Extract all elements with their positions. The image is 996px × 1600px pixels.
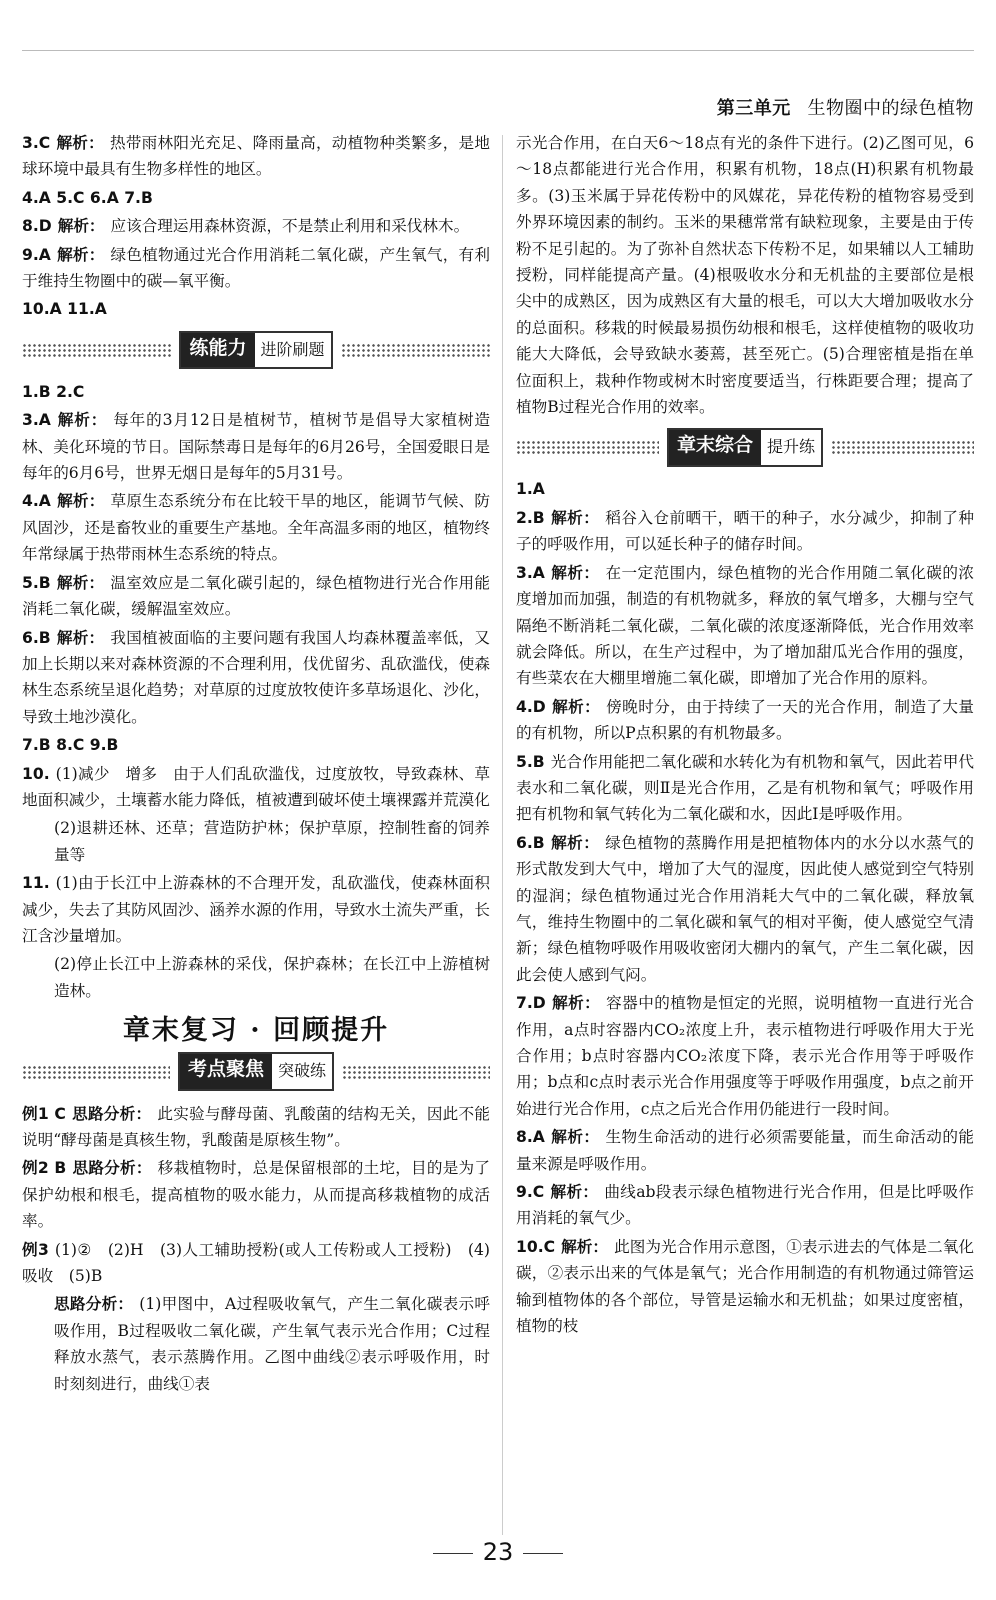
answer-text: 草原生态系统分布在比较干旱的地区，能调节气候、防风固沙，还是畜牧业的重要生产基地。全年高温多雨的地区，植物终年常绿属于热带雨林生态系统的特点。 bbox=[22, 492, 490, 564]
answer-item bbox=[22, 488, 490, 567]
answer-text: 在一定范围内，绿色植物的光合作用随二氧化碳的浓度增加而加强，制造的有机物就多，释放的氧气增多，大棚与空气隔绝不断消耗二氧化碳，二氧化碳的浓度逐渐降低，光合作用效率就会降低。所以，在生产过程中，为了增加甜瓜光合作用的强度，有些菜农在大棚里增施二氧化碳，即增加了光合作用的原料。 bbox=[516, 563, 974, 688]
answer-text: (2)退耕还林、还草；营造防护林；保护草原，控制牲畜的饲养量等 bbox=[54, 819, 490, 864]
answer-item bbox=[22, 1101, 490, 1154]
answer-label: 解析： bbox=[56, 628, 105, 647]
answer-text: 稻谷入仓前晒干，晒干的种子，水分减少，抑制了种子的呼吸作用，可以延长种子的储存时间。 bbox=[516, 508, 974, 554]
answer-item bbox=[22, 1237, 490, 1290]
answer-item bbox=[22, 185, 490, 211]
answer-label: 解析： bbox=[56, 245, 105, 264]
banner-dots bbox=[342, 1065, 490, 1079]
answer-label: 解析： bbox=[56, 134, 104, 152]
answer-num: 6.B bbox=[22, 628, 51, 647]
answer-num: 9.C bbox=[516, 1183, 545, 1202]
answer-item bbox=[516, 694, 974, 747]
answers-block-5 bbox=[516, 476, 974, 1339]
answer-num: 9.A bbox=[22, 245, 51, 264]
right-column bbox=[516, 130, 974, 1341]
answer-num: 例2 B bbox=[22, 1159, 67, 1178]
answers-block-2 bbox=[22, 379, 490, 1004]
answer-num: 7.D bbox=[516, 994, 546, 1013]
answer-num: 例1 C bbox=[22, 1104, 66, 1123]
answer-text: 此图为光合作用示意图，①表示进去的气体是二氧化碳，②表示出来的气体是氧气；光合作用制造的有机物通过筛管运输到植物体的各个部位，导管是运输水和无机盐；如果过度密植，植物的枝 bbox=[516, 1237, 974, 1336]
answer-label: 解析： bbox=[551, 994, 601, 1013]
answer-item bbox=[22, 130, 490, 183]
answer-text: 每年的3月12日是植树节，植树节是倡导大家植树造林、美化环境的节日。国际禁毒日是每年的6月26号，全国爱眼日是每年的6月6号，世界无烟日是每年的5月31号。 bbox=[22, 411, 490, 483]
answer-num: 10. bbox=[22, 764, 50, 783]
answer-num: 6.B bbox=[516, 833, 545, 852]
answer-label: 思路分析： bbox=[71, 1104, 152, 1123]
unit-title: 生物圈中的绿色植物 bbox=[807, 98, 974, 119]
answer-item bbox=[516, 1179, 974, 1232]
answer-label: 解析： bbox=[550, 833, 600, 852]
answer-label: 解析： bbox=[550, 1128, 600, 1147]
section-banner-focus bbox=[22, 1055, 490, 1089]
answer-num: 4.A bbox=[22, 492, 51, 511]
answer-text: 绿色植物的蒸腾作用是把植物体内的水分以水蒸气的形式散发到大气中，增加了大气的湿度，因此使人感觉到空气特别的湿润；绿色植物通过光合作用消耗大气中的二氧化碳，释放氧气，维持生物圈中的二氧化碳和氧气的相对平衡，使人感觉空气清新；绿色植物呼吸作用吸收密闭大棚内的氧气，产生二氧化碳，因此会使人感到气闷。 bbox=[516, 833, 974, 984]
answer-text: 温室效应是二氧化碳引起的，绿色植物进行光合作用能消耗二氧化碳，缓解温室效应。 bbox=[22, 573, 490, 619]
answer-num: 1.A bbox=[516, 480, 545, 499]
answer-text: 光合作用能把二氧化碳和水转化为有机物和氧气，因此若甲代表水和二氧化碳，则Ⅱ是光合作用，乙是有机物和氧气；呼吸作用把有机物和氧气转化为二氧化碳和水，因此Ⅰ是呼吸作用。 bbox=[516, 752, 974, 824]
banner-dots bbox=[22, 343, 171, 357]
answer-text: (1)减少 增多 由于人们乱砍滥伐，过度放牧，导致森林、草地面积减少，土壤蓄水能力降低，植被遭到破坏使土壤裸露并荒漠化 bbox=[22, 764, 490, 809]
answers-block-4 bbox=[516, 130, 974, 420]
answer-item bbox=[22, 870, 490, 949]
section-banner-practice bbox=[22, 333, 490, 367]
answer-text: 示光合作用，在白天6～18点有光的条件下进行。(2)乙图可见，6～18点都能进行光合作用，积累有机物，18点(H)积累有机物最多。(3)玉米属于异花传粉中的风媒花，异花传粉的植物容易受到外界环境因素的制约。玉米的果穗常常有缺粒现象，主要是由于传粉不足引起的。为了弥补自然状态下传粉不足，如果辅以人工辅助授粉，同样能提高产量。(4)根吸收水分和无机盐的主要部位是根尖中的成熟区，因为成熟区有大量的根毛，可以大大增加吸收水分的总面积。移栽的时候最易损伤幼根和根毛，这样使植物的吸收功能大大降低，会导致缺水萎蔫，甚至死亡。(5)合理密植是指在单位面积上，栽种作物或树木时密度要适当，行株距要合理；提高了植物B过程光合作用的效率。 bbox=[516, 134, 974, 417]
answer-label: 解析： bbox=[550, 1183, 599, 1202]
answer-text: 生物生命活动的进行必须需要能量，而生命活动的能量来源是呼吸作用。 bbox=[516, 1128, 974, 1173]
answer-text: 我国植被面临的主要问题有我国人均森林覆盖率低，又加上长期以来对森林资源的不合理利用，伐优留劣、乱砍滥伐，使森林生态系统呈退化趋势；对草原的过度放牧使许多草场退化、沙化，导致土地沙漠化。 bbox=[22, 628, 490, 726]
answer-text: (1)② (2)H (3)人工辅助授粉(或人工传粉或人工授粉) (4)吸收 (5)B bbox=[22, 1240, 490, 1286]
answer-label: 解析： bbox=[56, 492, 105, 511]
answer-text: 移栽植物时，总是保留根部的土坨，目的是为了保护幼根和根毛，提高植物的吸水能力，从而提高移栽植物的成活率。 bbox=[22, 1159, 490, 1231]
answer-text: 此实验与酵母菌、乳酸菌的结构无关，因此不能说明“酵母菌是真核生物，乳酸菌是原核生物”。 bbox=[22, 1104, 490, 1149]
answer-item bbox=[22, 213, 490, 239]
answer-item bbox=[22, 815, 490, 868]
answer-num: 5.B bbox=[516, 752, 545, 771]
answer-num: 3.C bbox=[22, 134, 51, 152]
banner-main: 章末综合 bbox=[669, 430, 761, 464]
answer-text: (1)甲图中，A过程吸收氧气，产生二氧化碳表示呼吸作用，B过程吸收二氧化碳，产生氧气表示光合作用；C过程释放水蒸气，表示蒸腾作用。乙图中曲线②表示呼吸作用，时时刻刻进行，曲线①表 bbox=[54, 1295, 490, 1393]
answer-text: 傍晚时分，由于持续了一天的光合作用，制造了大量的有机物，所以P点积累的有机物最多。 bbox=[516, 697, 974, 743]
answers-block-3 bbox=[22, 1101, 490, 1397]
unit-label: 第三单元 bbox=[716, 98, 791, 119]
answer-item bbox=[516, 1234, 974, 1340]
banner-dots bbox=[22, 1065, 170, 1079]
answer-label: 解析： bbox=[56, 411, 108, 430]
answer-item bbox=[22, 1291, 490, 1397]
banner-sub: 进阶刷题 bbox=[255, 333, 331, 367]
banner-dots bbox=[516, 440, 659, 454]
answer-num: 2.B bbox=[516, 508, 545, 527]
answer-num: 11. bbox=[22, 874, 50, 893]
answer-num: 10.C bbox=[516, 1237, 556, 1256]
answer-num: 4.D bbox=[516, 697, 546, 716]
answer-num: 8.D bbox=[22, 217, 52, 236]
answer-text: 曲线ab段表示绿色植物进行光合作用，但是比呼吸作用消耗的氧气少。 bbox=[516, 1183, 974, 1228]
answer-text: 热带雨林阳光充足、降雨量高，动植物种类繁多，是地球环境中最具有生物多样性的地区。 bbox=[22, 134, 490, 179]
top-rule bbox=[22, 50, 974, 51]
page-number bbox=[0, 1538, 996, 1566]
answer-text: 容器中的植物是恒定的光照，说明植物一直进行光合作用，a点时容器内CO₂浓度上升，表示植物进行呼吸作用大于光合作用；b点时容器内CO₂浓度下降，表示光合作用等于呼吸作用；b点和c点时表示光合作用强度等于呼吸作用强度，b点之前开始进行光合作用，c点之后光合作用仍能进行一段时间。 bbox=[516, 994, 974, 1118]
answer-label: 解析： bbox=[550, 563, 600, 582]
column-divider bbox=[502, 135, 503, 1535]
answer-item bbox=[22, 242, 490, 295]
running-header bbox=[717, 94, 974, 120]
banner-sub: 突破练 bbox=[272, 1054, 332, 1088]
answer-item bbox=[516, 476, 974, 502]
answer-item bbox=[22, 761, 490, 814]
answer-text: 应该合理运用森林资源，不是禁止利用和采伐林木。 bbox=[110, 217, 470, 236]
answer-item bbox=[22, 732, 490, 758]
banner-dots bbox=[341, 343, 490, 357]
answer-item bbox=[22, 951, 490, 1004]
banner-main: 考点聚焦 bbox=[180, 1054, 272, 1088]
answer-text: (2)停止长江中上游森林的采伐，保护森林；在长江中上游植树造林。 bbox=[54, 955, 490, 1000]
answer-text: (1)由于长江中上游森林的不合理开发，乱砍滥伐，使森林面积减少，失去了其防风固沙、涵养水源的作用，导致水土流失严重，长江含沙量增加。 bbox=[22, 874, 490, 945]
page-number-text: 23 bbox=[482, 1538, 514, 1566]
answer-item bbox=[516, 749, 974, 828]
answer-item bbox=[516, 560, 974, 692]
answer-label: 解析： bbox=[550, 508, 600, 527]
answer-num: 4.A 5.C 6.A 7.B bbox=[22, 188, 153, 207]
answer-label: 思路分析： bbox=[72, 1159, 152, 1178]
answer-item bbox=[22, 625, 490, 731]
banner-dots bbox=[831, 440, 974, 454]
left-column bbox=[22, 130, 490, 1399]
answer-label: 解析： bbox=[56, 573, 105, 592]
answers-block-1 bbox=[22, 130, 490, 323]
answer-label: 思路分析： bbox=[54, 1295, 134, 1314]
answer-item bbox=[516, 990, 974, 1122]
banner-sub: 提升练 bbox=[761, 430, 821, 464]
answer-item bbox=[516, 1124, 974, 1177]
answer-label: 解析： bbox=[561, 1237, 609, 1256]
answer-item bbox=[516, 830, 974, 988]
answer-label: 解析： bbox=[551, 697, 601, 716]
answer-item bbox=[22, 570, 490, 623]
answer-num: 8.A bbox=[516, 1128, 545, 1147]
answer-num: 3.A bbox=[22, 411, 51, 430]
answer-num: 1.B 2.C bbox=[22, 382, 85, 401]
answer-num: 3.A bbox=[516, 563, 545, 582]
answer-item bbox=[22, 407, 490, 486]
answer-num: 7.B 8.C 9.B bbox=[22, 736, 119, 755]
answer-text: 绿色植物通过光合作用消耗二氧化碳，产生氧气，有利于维持生物圈中的碳—氧平衡。 bbox=[22, 245, 490, 291]
answer-num: 5.B bbox=[22, 573, 51, 592]
answer-num: 10.A 11.A bbox=[22, 300, 107, 319]
answer-label: 解析： bbox=[57, 217, 105, 236]
section-banner-summary bbox=[516, 430, 974, 464]
answer-item bbox=[22, 296, 490, 322]
answer-item bbox=[22, 379, 490, 405]
banner-main: 练能力 bbox=[181, 333, 254, 367]
section-title: 章末复习 · 回顾提升 bbox=[122, 1015, 390, 1047]
answer-item bbox=[516, 130, 974, 420]
answer-num: 例3 bbox=[22, 1240, 49, 1259]
answer-item bbox=[516, 505, 974, 558]
answer-item bbox=[22, 1155, 490, 1234]
